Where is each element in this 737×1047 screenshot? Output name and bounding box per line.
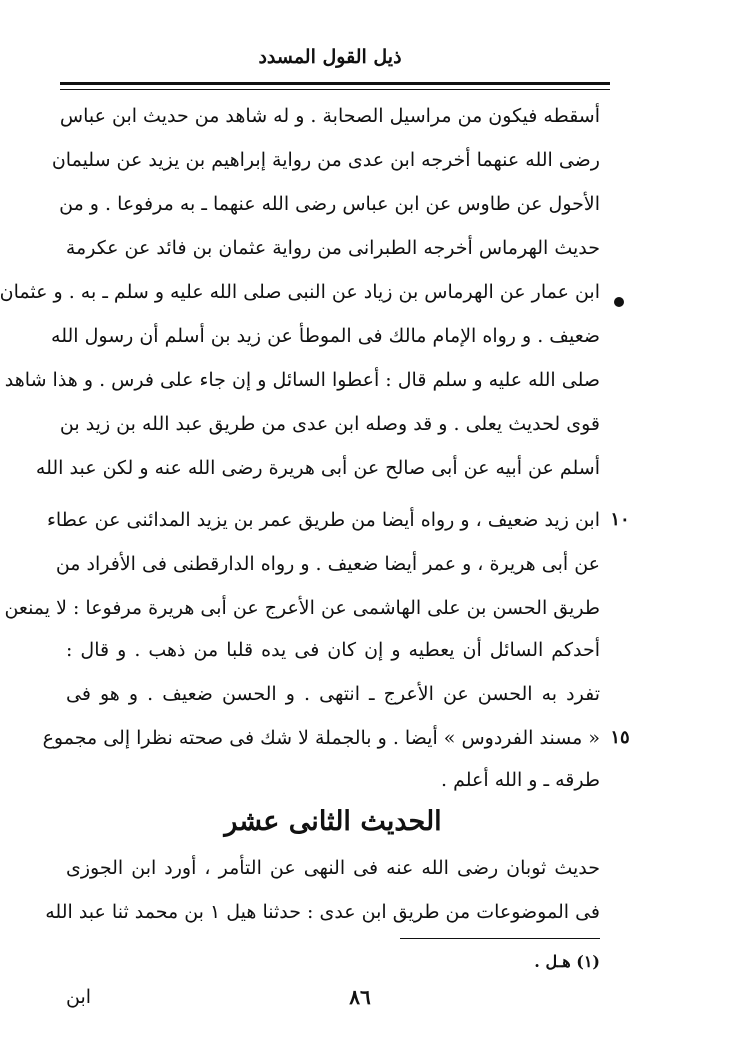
text-line: تفرد به الحسن عن الأعرج ـ انتهى . و الحسن ضعيف . و هو فى xyxy=(66,683,600,705)
text-line: طرقه ـ و الله أعلم . xyxy=(441,769,600,791)
text-line: حديث الهرماس أخرجه الطبرانى من رواية عثمان بن فائد عن عكرمة xyxy=(65,237,600,259)
text-line: رضى الله عنهما أخرجه ابن عدى من رواية إبراهيم بن يزيد عن سليمان xyxy=(51,149,600,171)
line-number: ١٥ xyxy=(610,727,630,748)
footnote: (١) هـل . xyxy=(534,952,600,971)
catchword: ابن xyxy=(66,986,92,1008)
footnote-rule xyxy=(400,938,600,939)
section-heading: الحديث الثانى عشر xyxy=(224,806,442,837)
text-line: أسقطه فيكون من مراسيل الصحابة . و له شاهد من حديث ابن عباس xyxy=(59,105,600,127)
header-rule-thick xyxy=(60,82,610,85)
text-line: ابن زيد ضعيف ، و رواه أيضا من طريق عمر بن يزيد المدائنى عن عطاء xyxy=(46,509,600,531)
text-line: أسلم عن أبيه عن أبى صالح عن أبى هريرة رضى الله عنه و لكن عبد الله xyxy=(35,457,600,479)
text-line: حديث ثوبان رضى الله عنه فى النهى عن التأمر ، أورد ابن الجوزى xyxy=(66,857,600,879)
text-line: عن أبى هريرة ، و عمر أيضا ضعيف . و رواه الدارقطنى فى الأفراد من xyxy=(55,553,600,575)
page-number: ٨٦ xyxy=(349,985,371,1009)
running-title: ذيل القول المسدد xyxy=(258,46,402,68)
text-line: ضعيف . و رواه الإمام مالك فى الموطأ عن زيد بن أسلم أن رسول الله xyxy=(51,325,600,347)
text-line: أحدكم السائل أن يعطيه و إن كان فى يده قلبا من ذهب . و قال : xyxy=(66,639,600,661)
text-line: طريق الحسن بن على الهاشمى عن الأعرج عن أبى هريرة مرفوعا : لا يمنعن xyxy=(4,597,600,619)
text-line: قوى لحديث يعلى . و قد وصله ابن عدى من طريق عبد الله بن زيد بن xyxy=(59,413,600,435)
margin-bullet xyxy=(614,297,624,307)
text-line: صلى الله عليه و سلم قال : أعطوا السائل و إن جاء على فرس . و هذا شاهد xyxy=(4,369,600,391)
header-rule-thin xyxy=(60,89,610,90)
text-line: ابن عمار عن الهرماس بن زياد عن النبى صلى الله عليه و سلم ـ به . و عثمان xyxy=(0,281,600,303)
text-line: الأحول عن طاوس عن ابن عباس رضى الله عنهما ـ به مرفوعا . و من xyxy=(59,193,600,215)
text-line: « مسند الفردوس » أيضا . و بالجملة لا شك فى صحته نظرا إلى مجموع xyxy=(42,727,600,749)
line-number: ١٠ xyxy=(610,509,630,530)
text-line: فى الموضوعات من طريق ابن عدى : حدثنا هيل ١ بن محمد ثنا عبد الله xyxy=(45,901,600,923)
